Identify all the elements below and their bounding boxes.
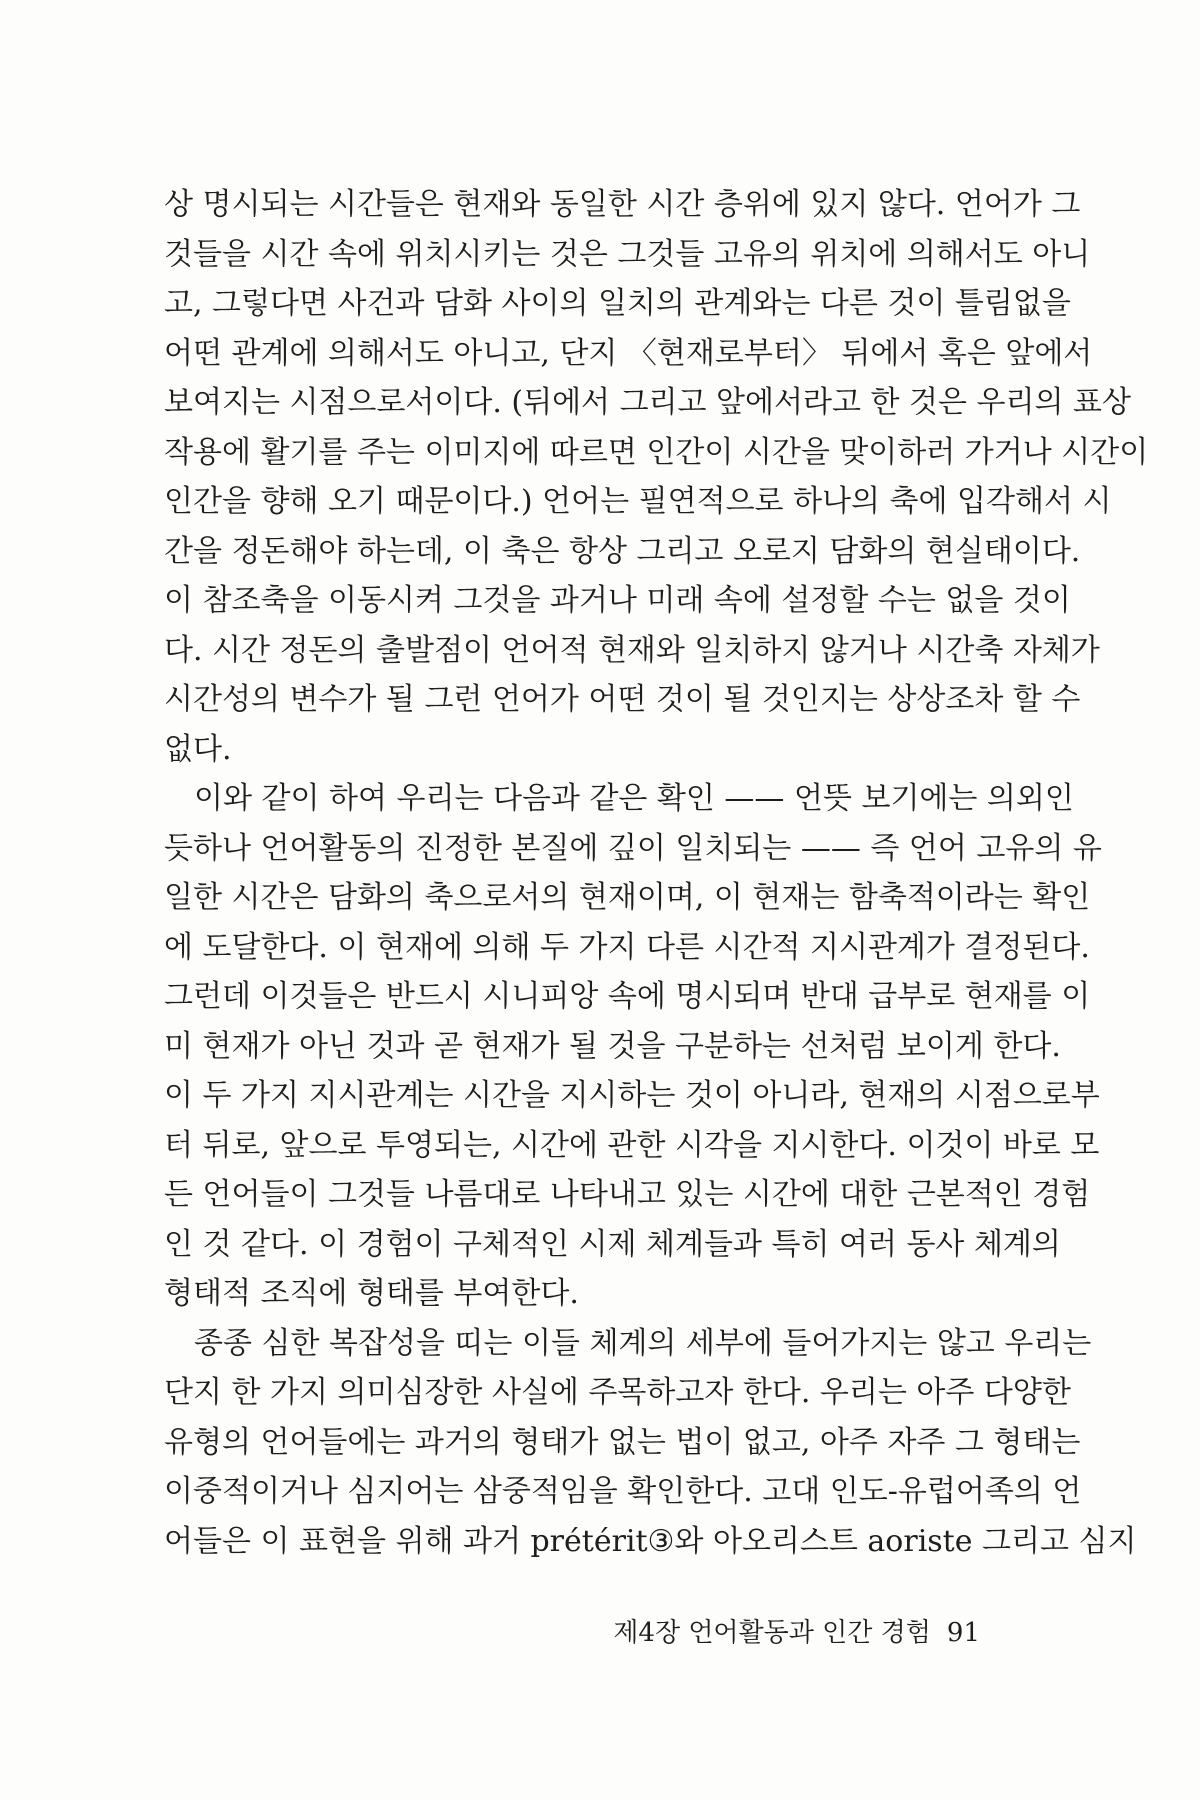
text-line: 간을 정돈해야 하는데, 이 축은 항상 그리고 오로지 담화의 현실태이다.	[164, 533, 1081, 569]
page-footer	[600, 1612, 980, 1649]
text-line: 보여지는 시점으로서이다. (뒤에서 그리고 앞에서라고 한 것은 우리의 표상	[164, 385, 1131, 420]
text-line: 터 뒤로, 앞으로 투영되는, 시간에 관한 시각을 지시한다. 이것이 바로 모	[164, 1127, 1100, 1163]
page-number: 91	[946, 1618, 980, 1648]
text-line: 단지 한 가지 의미심장한 사실에 주목하고자 한다. 우리는 아주 다양한	[164, 1375, 1071, 1410]
text-line: 일한 시간은 담화의 축으로서의 현재이며, 이 현재는 함축적이라는 확인	[164, 880, 1091, 915]
text-line: 시간성의 변수가 될 그런 언어가 어떤 것이 될 것인지는 상상조차 할 수	[164, 682, 1081, 717]
text-line: 작용에 활기를 주는 이미지에 따르면 인간이 시간을 맞이하러 가거나 시간이	[164, 434, 1149, 470]
body-text	[164, 180, 1149, 1566]
paragraph-3	[164, 1319, 1137, 1567]
text-line: 든 언어들이 그것들 나름대로 나타내고 있는 시간에 대한 근본적인 경험	[164, 1177, 1091, 1212]
text-line: 미 현재가 아닌 것과 곧 현재가 될 것을 구분하는 선처럼 보이게 한다.	[164, 1028, 1061, 1064]
text-line: 것들을 시간 속에 위치시키는 것은 그것들 고유의 위치에 의해서도 아니	[164, 236, 1091, 272]
text-line: 이와 같이 하여 우리는 다음과 같은 확인 —— 언뜻 보기에는 의외인	[194, 781, 1074, 816]
text-line: 유형의 언어들에는 과거의 형태가 없는 법이 없고, 아주 자주 그 형태는	[164, 1424, 1081, 1460]
text-line: 인간을 향해 오기 때문이다.) 언어는 필연적으로 하나의 축에 입각해서 시	[164, 484, 1112, 519]
text-line: 에 도달한다. 이 현재에 의해 두 가지 다른 시간적 지시관계가 결정된다.	[164, 929, 1090, 965]
text-line: 종종 심한 복잡성을 띠는 이들 체계의 세부에 들어가지는 않고 우리는	[194, 1325, 1092, 1361]
text-line: 듯하나 언어활동의 진정한 본질에 깊이 일치되는 —— 즉 언어 고유의 유	[164, 830, 1102, 866]
text-line: 이 참조축을 이동시켜 그것을 과거나 미래 속에 설정할 수는 없을 것이	[164, 583, 1071, 618]
text-line: 이중적이거나 심지어는 삼중적임을 확인한다. 고대 인도-유럽어족의 언	[164, 1474, 1082, 1509]
paragraph-2	[164, 774, 1102, 1319]
text-line: 어들은 이 표현을 위해 과거 prétérit③와 아오리스트 aoriste 그리고 심지	[164, 1523, 1137, 1559]
text-line: 어떤 관계에 의해서도 아니고, 단지 〈현재로부터〉 뒤에서 혹은 앞에서	[164, 335, 1093, 371]
text-line: 고, 그렇다면 사건과 담화 사이의 일치의 관계와는 다른 것이 틀림없을	[164, 286, 1071, 321]
text-line: 이 두 가지 지시관계는 시간을 지시하는 것이 아니라, 현재의 시점으로부	[164, 1078, 1100, 1113]
text-line: 없다.	[164, 731, 232, 767]
text-line: 그런데 이것들은 반드시 시니피앙 속에 명시되며 반대 급부로 현재를 이	[164, 979, 1091, 1014]
text-line: 형태적 조직에 형태를 부여한다.	[164, 1276, 579, 1311]
text-line: 다. 시간 정돈의 출발점이 언어적 현재와 일치하지 않거나 시간축 자체가	[164, 632, 1100, 668]
text-line: 상 명시되는 시간들은 현재와 동일한 시간 층위에 있지 않다. 언어가 그	[164, 187, 1081, 222]
running-head: 제4장 언어활동과 인간 경험	[613, 1618, 931, 1648]
text-line: 인 것 같다. 이 경험이 구체적인 시제 체계들과 특히 여러 동사 체계의	[164, 1226, 1061, 1262]
paragraph-1	[164, 180, 1149, 774]
